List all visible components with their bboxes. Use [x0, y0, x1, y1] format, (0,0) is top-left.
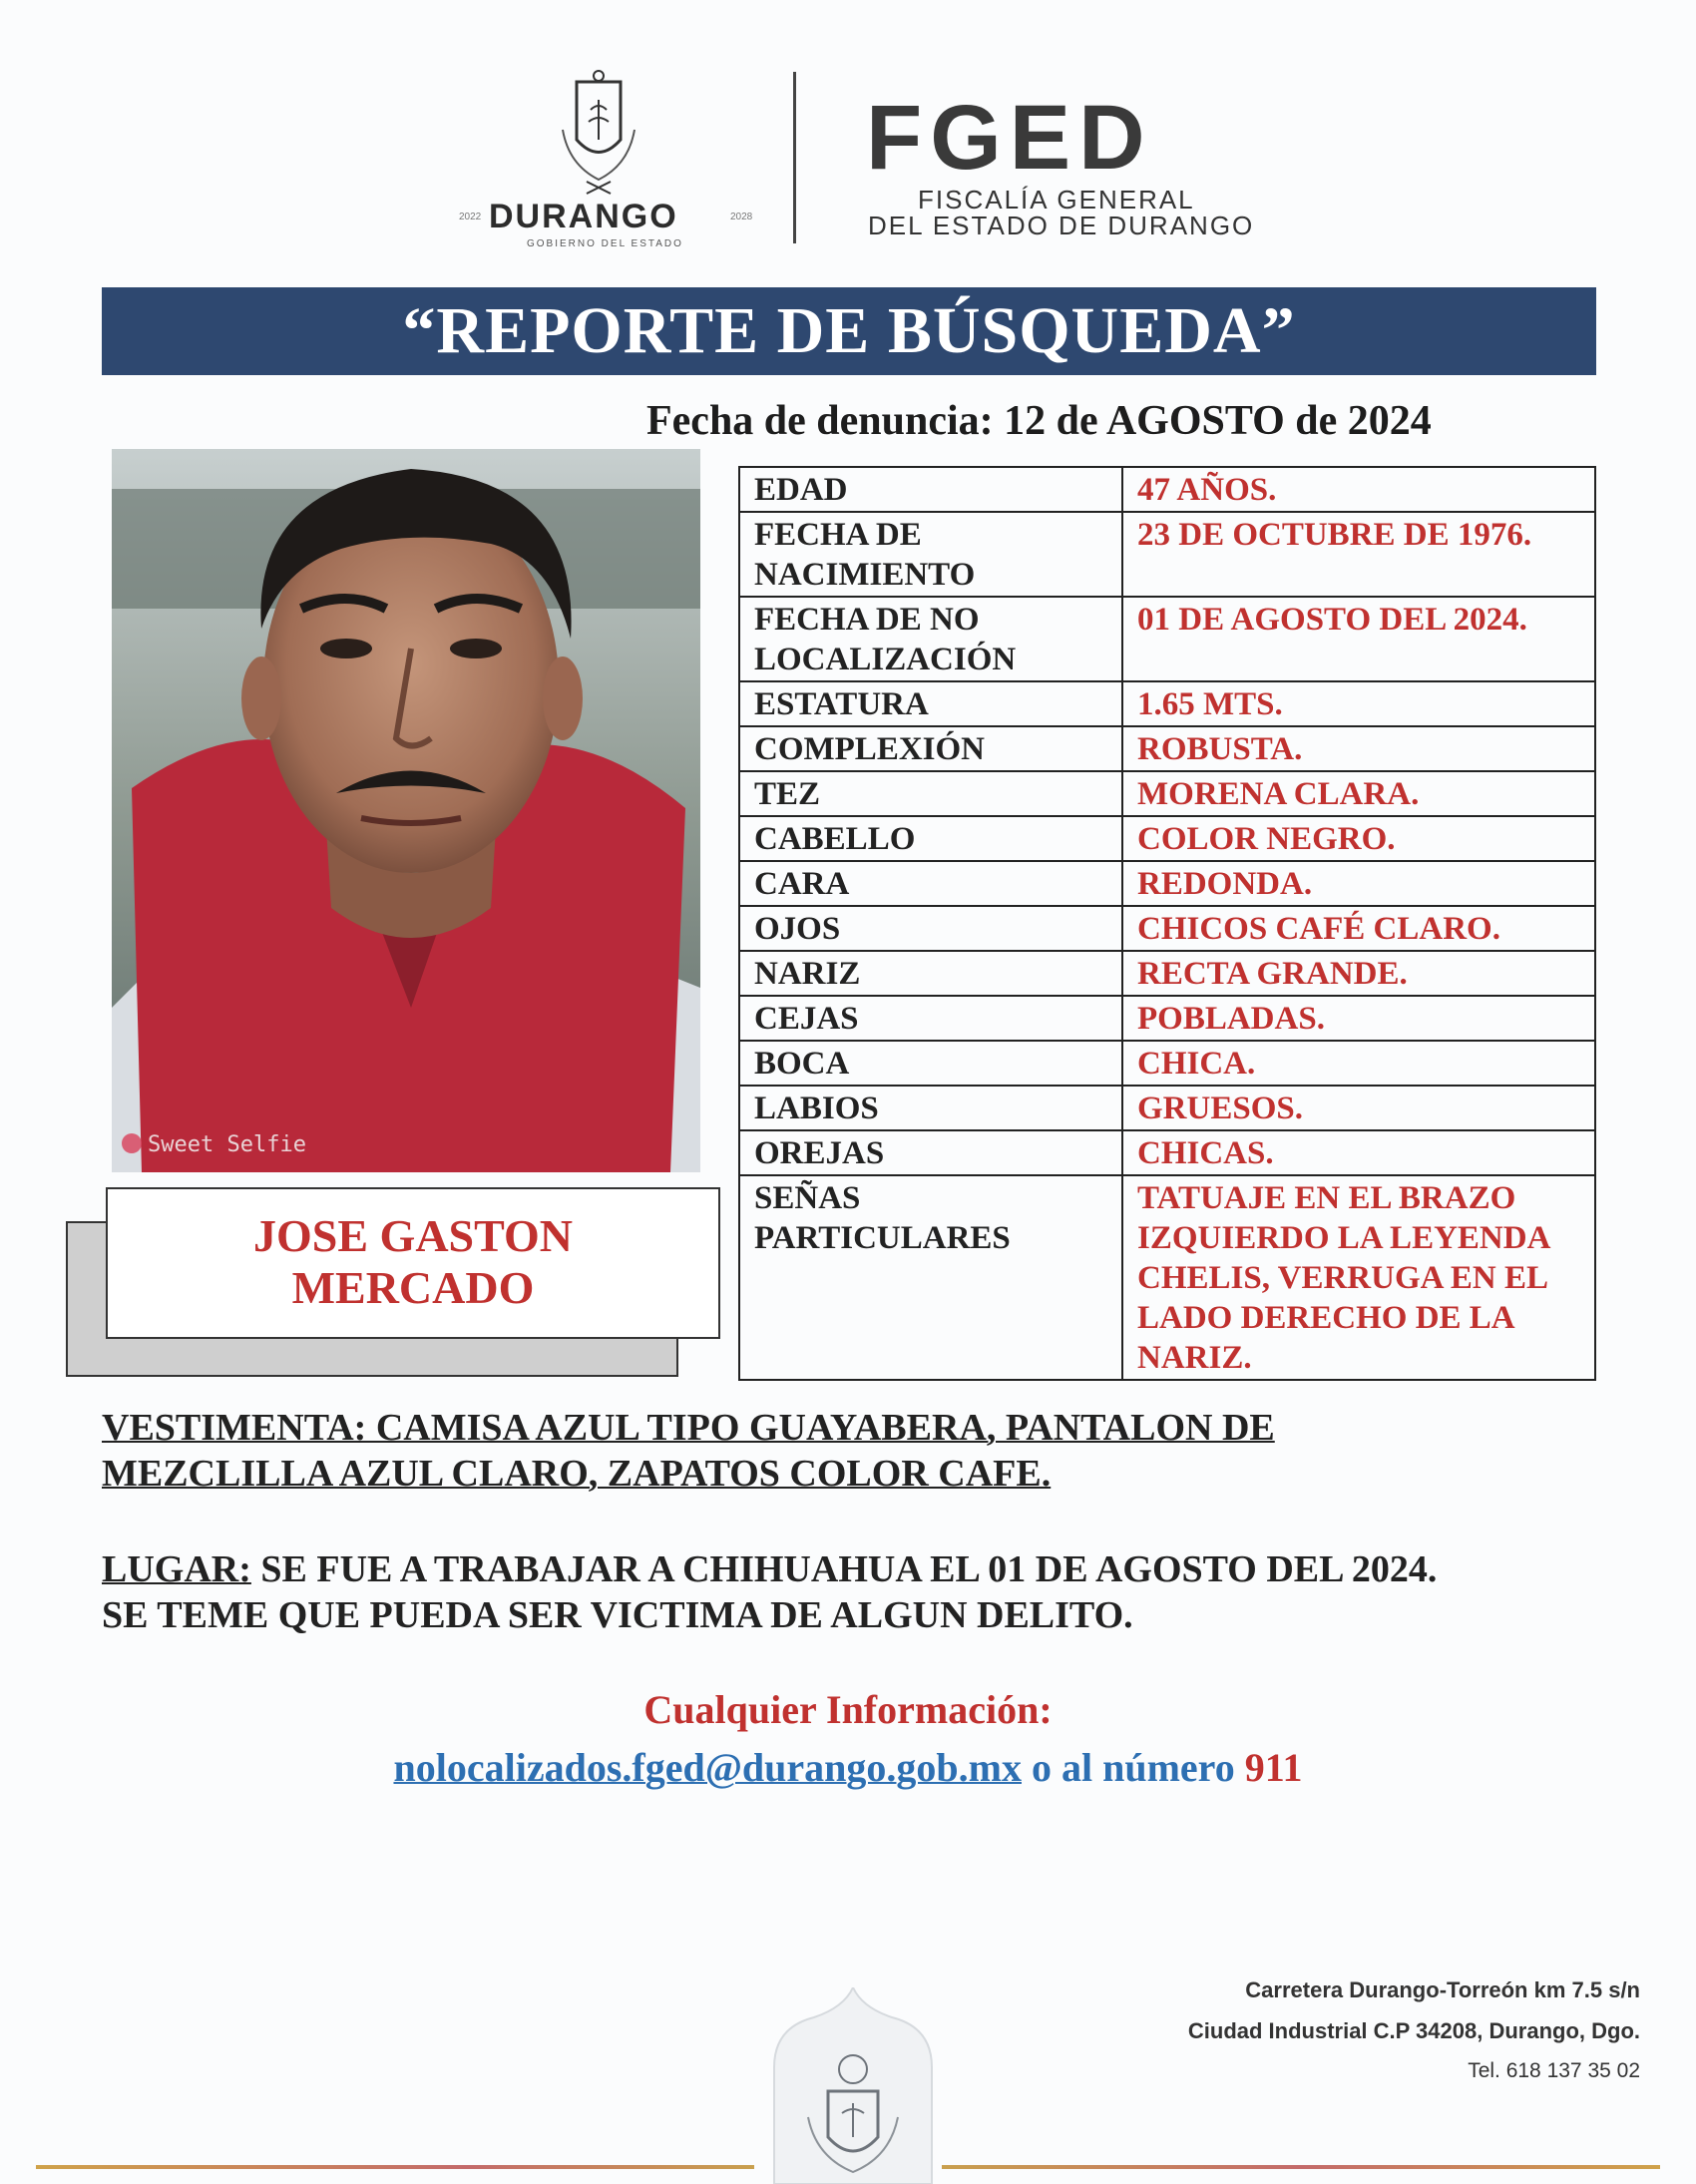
footer-address-1: Carretera Durango-Torreón km 7.5 s/n — [1245, 1977, 1640, 2002]
durango-year-start: 2022 — [459, 212, 482, 222]
name-box — [106, 1187, 720, 1339]
missing-person-photo — [112, 449, 700, 1172]
detail-label: ESTATURA — [739, 681, 1122, 726]
detail-row — [739, 861, 1595, 906]
detail-row — [739, 816, 1595, 861]
footer-phone: Tel. 618 137 35 02 — [1468, 2059, 1640, 2082]
footer-address-2: Ciudad Industrial C.P 34208, Durango, Dgo. — [1187, 2018, 1640, 2043]
detail-row — [739, 771, 1595, 816]
place-text-1: SE FUE A TRABAJAR A CHIHUAHUA EL 01 DE AGOSTO DEL 2024. — [260, 1548, 1438, 1590]
durango-year-end: 2028 — [730, 212, 753, 222]
detail-row — [739, 996, 1595, 1041]
detail-value: 47 AÑOS. — [1122, 467, 1595, 512]
footer-emblem-icon — [764, 1987, 942, 2184]
detail-value: 1.65 MTS. — [1122, 681, 1595, 726]
durango-shield-icon — [559, 70, 638, 195]
detail-value: POBLADAS. — [1122, 996, 1595, 1041]
contact-phone: 911 — [1244, 1745, 1303, 1790]
detail-label: EDAD — [739, 467, 1122, 512]
contact-title: Cualquier Información: — [643, 1687, 1053, 1732]
detail-value: COLOR NEGRO. — [1122, 816, 1595, 861]
clothing-description — [102, 1405, 1618, 1497]
place-description — [102, 1546, 1618, 1638]
detail-label: BOCA — [739, 1041, 1122, 1086]
detail-label: TEZ — [739, 771, 1122, 816]
header-divider — [793, 72, 796, 243]
detail-value: CHICOS CAFÉ CLARO. — [1122, 906, 1595, 951]
durango-government-logo — [459, 70, 753, 259]
fged-subtitle-2: DEL ESTADO DE DURANGO — [868, 211, 1255, 240]
detail-label: OREJAS — [739, 1130, 1122, 1175]
detail-row — [739, 1130, 1595, 1175]
detail-row — [739, 597, 1595, 681]
report-date: Fecha de denuncia: 12 de AGOSTO de 2024 — [646, 398, 1432, 444]
detail-value: RECTA GRANDE. — [1122, 951, 1595, 996]
detail-label: LABIOS — [739, 1086, 1122, 1130]
contact-line — [0, 1744, 1696, 1791]
detail-value: 23 DE OCTUBRE DE 1976. — [1122, 512, 1595, 597]
detail-label: CABELLO — [739, 816, 1122, 861]
detail-label: CEJAS — [739, 996, 1122, 1041]
detail-value: 01 DE AGOSTO DEL 2024. — [1122, 597, 1595, 681]
contact-connector: o al número — [1031, 1745, 1235, 1790]
detail-row — [739, 1175, 1595, 1380]
durango-subtitle: GOBIERNO DEL ESTADO — [527, 238, 683, 249]
detail-value: MORENA CLARA. — [1122, 771, 1595, 816]
detail-row — [739, 906, 1595, 951]
title-banner — [102, 287, 1596, 375]
place-text-2: SE TEME QUE PUEDA SER VICTIMA DE ALGUN DELITO. — [102, 1594, 1133, 1636]
detail-row — [739, 951, 1595, 996]
details-table — [738, 466, 1596, 1381]
detail-label: OJOS — [739, 906, 1122, 951]
detail-value: CHICAS. — [1122, 1130, 1595, 1175]
detail-value: ROBUSTA. — [1122, 726, 1595, 771]
detail-label: COMPLEXIÓN — [739, 726, 1122, 771]
detail-label: SEÑAS PARTICULARES — [739, 1175, 1122, 1380]
fged-subtitle-1: FISCALÍA GENERAL — [918, 185, 1195, 215]
place-label: LUGAR: — [102, 1548, 251, 1590]
durango-title: DURANGO — [489, 198, 678, 235]
banner-title: “REPORTE DE BÚSQUEDA” — [402, 294, 1296, 367]
detail-row — [739, 467, 1595, 512]
clothing-line-1: VESTIMENTA: CAMISA AZUL TIPO GUAYABERA, PANTALON DE — [102, 1407, 1275, 1449]
contact-email-link[interactable]: nolocalizados.fged@durango.gob.mx — [393, 1745, 1022, 1790]
detail-label: FECHA DE NACIMIENTO — [739, 512, 1122, 597]
detail-value: TATUAJE EN EL BRAZO IZQUIERDO LA LEYENDA CHELIS, VERRUGA EN EL LADO DERECHO DE LA NARIZ. — [1122, 1175, 1595, 1380]
detail-value: GRUESOS. — [1122, 1086, 1595, 1130]
fged-title: FGED — [866, 87, 1153, 189]
detail-row — [739, 512, 1595, 597]
detail-label: FECHA DE NO LOCALIZACIÓN — [739, 597, 1122, 681]
clothing-line-2: MEZCLILLA AZUL CLARO, ZAPATOS COLOR CAFE. — [102, 1453, 1052, 1495]
person-name-line-1: JOSE GASTON — [253, 1210, 573, 1261]
detail-row — [739, 681, 1595, 726]
detail-value: CHICA. — [1122, 1041, 1595, 1086]
detail-label: NARIZ — [739, 951, 1122, 996]
detail-row — [739, 1086, 1595, 1130]
footer-rule-right — [942, 2165, 1660, 2169]
photo-watermark: Sweet Selfie — [148, 1132, 306, 1157]
detail-value: REDONDA. — [1122, 861, 1595, 906]
person-name-line-2: MERCADO — [291, 1262, 535, 1313]
detail-row — [739, 726, 1595, 771]
detail-row — [739, 1041, 1595, 1086]
footer-rule-left — [36, 2165, 754, 2169]
detail-label: CARA — [739, 861, 1122, 906]
